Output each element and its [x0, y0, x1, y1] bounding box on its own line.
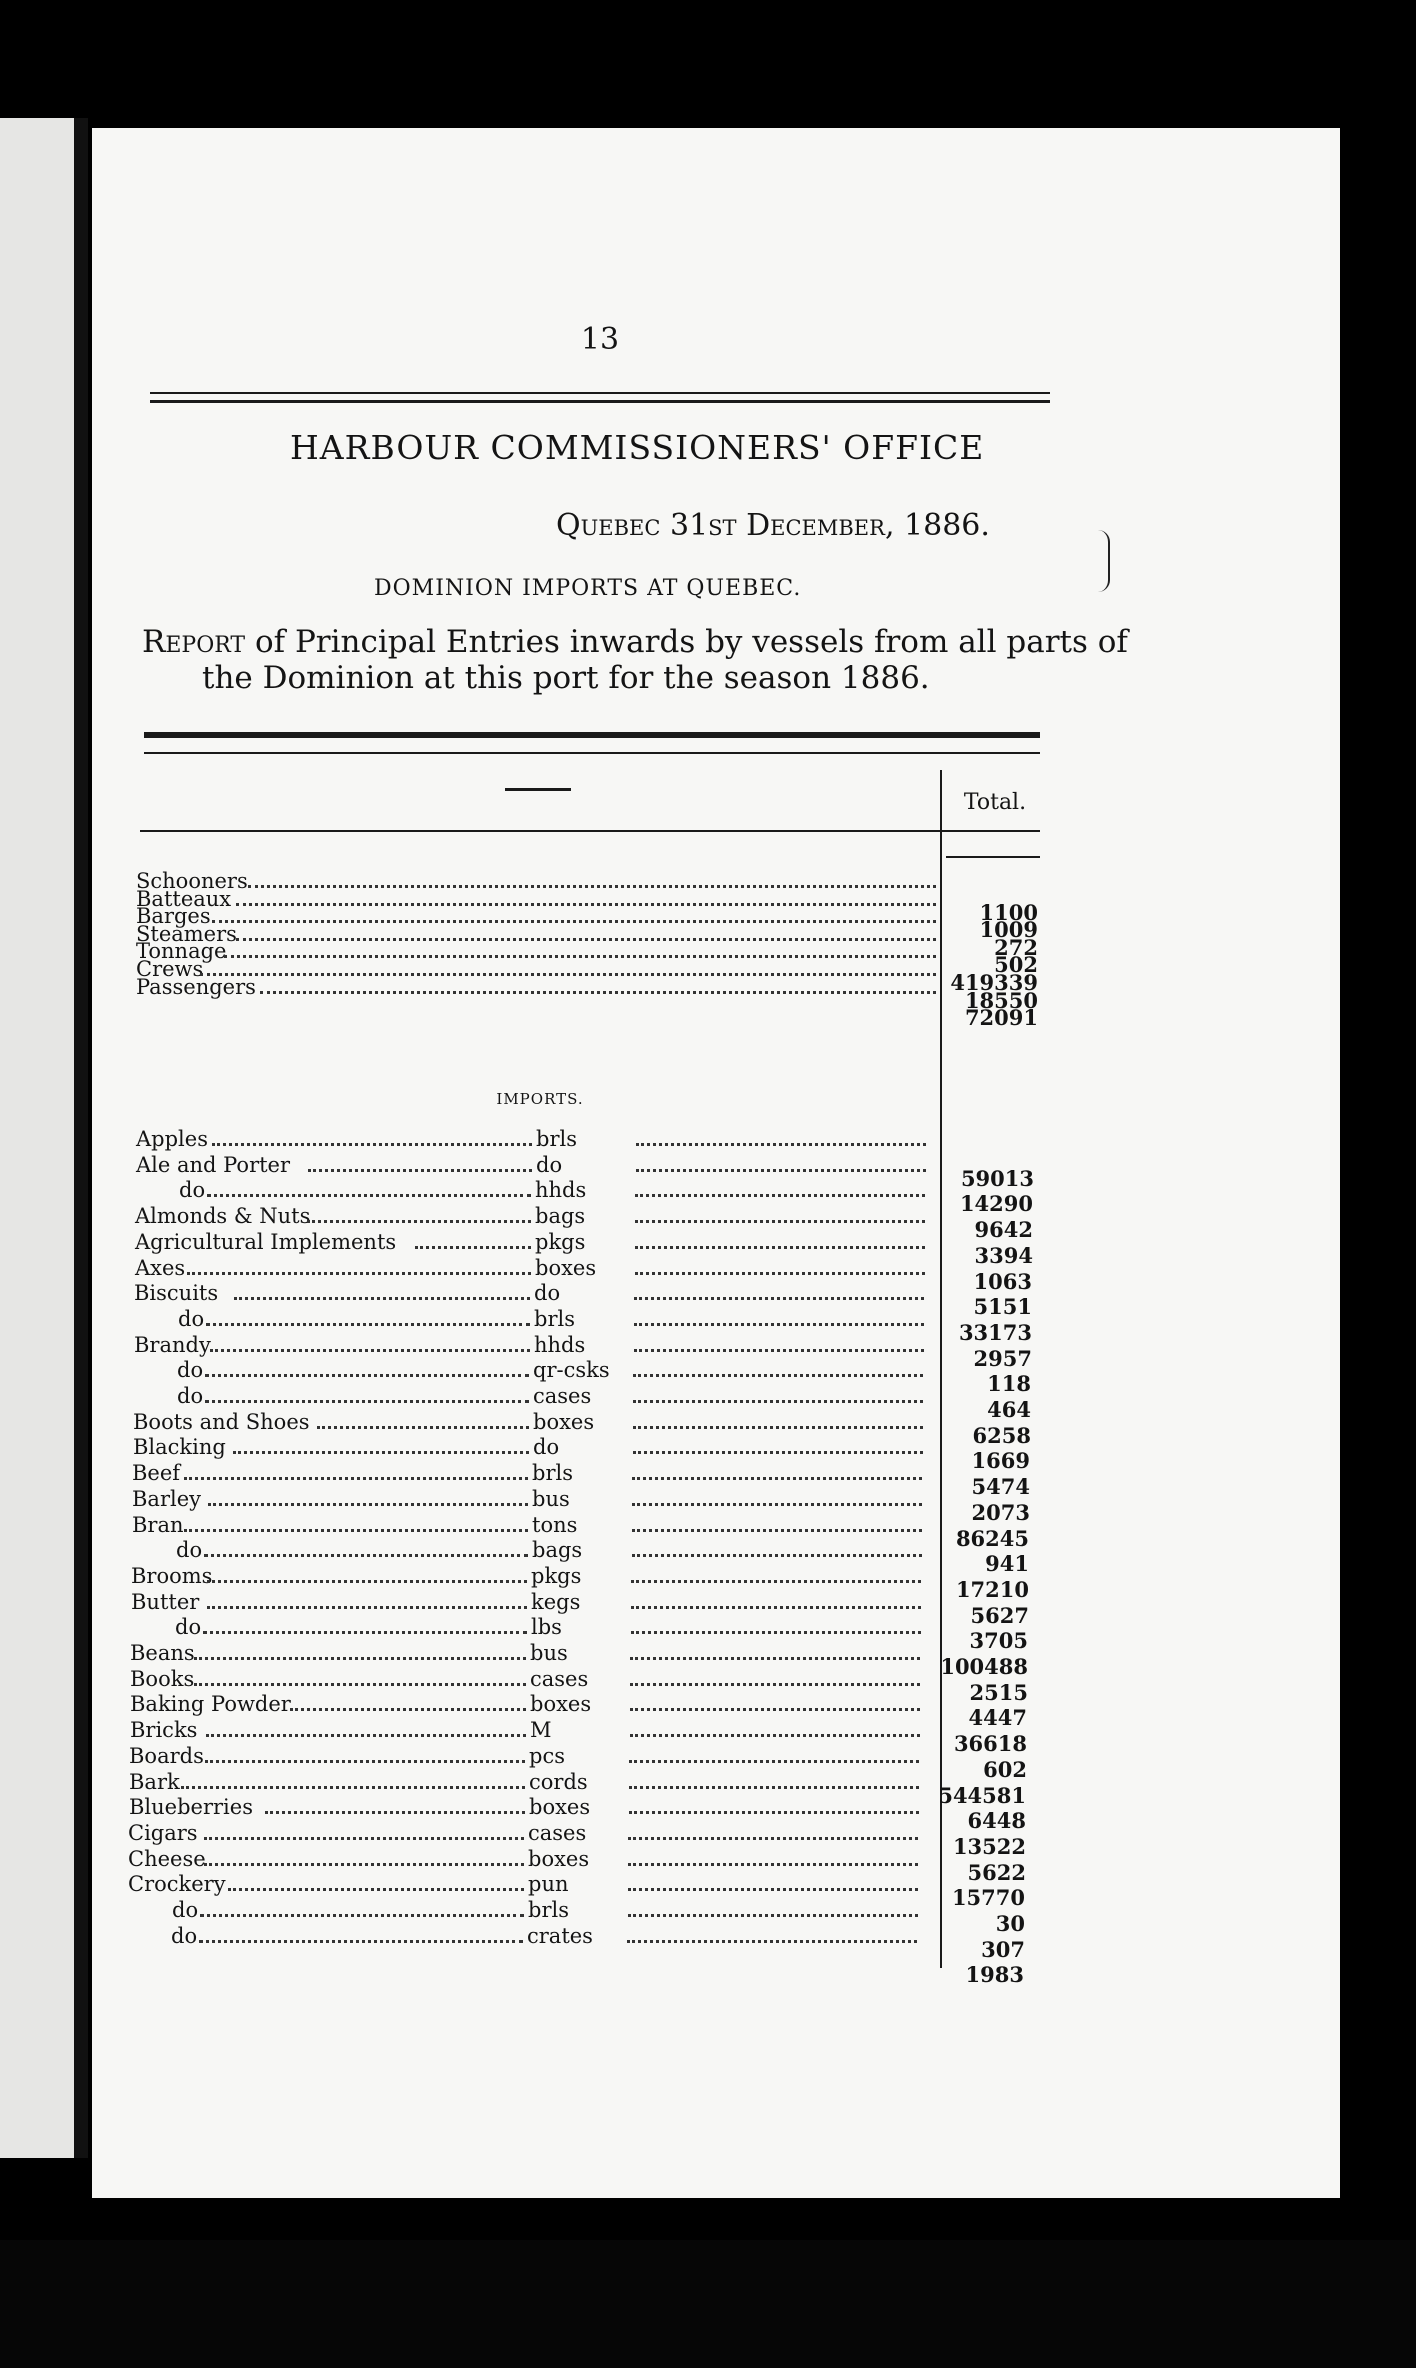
import-unit: bus: [532, 1486, 570, 1511]
import-total: 2073: [971, 1499, 1030, 1525]
report-line-2: the Dominion at this port for the season 1886.: [202, 660, 930, 696]
scan-border: [0, 2240, 1416, 2368]
import-row: [132, 1486, 932, 1512]
vessel-name: Batteaux: [136, 886, 232, 911]
import-row: [133, 1383, 933, 1409]
import-name: Bark: [129, 1769, 180, 1794]
leader-dots: [628, 1863, 918, 1866]
leader-dots: [631, 1580, 921, 1583]
import-name: Beans: [130, 1641, 195, 1665]
import-name: do: [177, 1358, 204, 1383]
leader-dots: [206, 1734, 526, 1737]
leader-dots: [633, 1451, 923, 1454]
import-total: 3394: [974, 1242, 1033, 1268]
leader-dots: [635, 1220, 925, 1223]
vessel-row: [136, 974, 936, 1000]
leader-dots: [632, 1554, 922, 1557]
import-unit: M: [530, 1718, 552, 1743]
leader-dots: [208, 1503, 528, 1506]
leader-dots: [199, 1940, 523, 1943]
vessel-name: Tonnage: [136, 939, 227, 964]
import-total: 544581: [938, 1782, 1026, 1808]
import-unit: pcs: [529, 1743, 565, 1768]
leader-dots: [630, 1734, 920, 1737]
import-row: [134, 1332, 934, 1358]
import-unit: tons: [532, 1512, 578, 1537]
leader-dots: [308, 1169, 532, 1172]
leader-dots: [206, 1323, 530, 1326]
header-bottom-rule: [140, 830, 1040, 832]
import-total: 5622: [967, 1859, 1026, 1885]
import-total: 464: [987, 1397, 1031, 1422]
leader-dots: [317, 1426, 529, 1429]
leader-dots: [631, 1606, 921, 1609]
binding-shadow: [74, 118, 88, 2158]
import-row: [130, 1717, 930, 1743]
leader-dots: [635, 1272, 925, 1275]
import-total: 3705: [969, 1628, 1028, 1654]
import-unit: boxes: [530, 1692, 592, 1717]
import-total: 36618: [953, 1731, 1027, 1757]
import-row: [130, 1666, 930, 1692]
leader-dots: [629, 1786, 919, 1789]
leader-dots: [187, 1272, 531, 1275]
import-name: Bricks: [130, 1718, 198, 1743]
leader-dots: [184, 1529, 528, 1532]
import-total: 6258: [972, 1422, 1031, 1448]
import-name: Ale and Porter: [136, 1152, 291, 1177]
import-total: 9642: [974, 1217, 1033, 1243]
import-unit: kegs: [531, 1589, 581, 1614]
leader-dots: [632, 1477, 922, 1480]
import-unit: pkgs: [531, 1563, 582, 1588]
import-unit: lbs: [531, 1615, 562, 1640]
report-intro: [142, 624, 1128, 696]
imports-heading: IMPORTS.: [496, 1090, 584, 1108]
import-row: [132, 1460, 932, 1486]
leader-dots: [307, 1220, 531, 1223]
import-name: Books: [130, 1666, 195, 1691]
vessel-total: 1009: [979, 917, 1038, 943]
header-dash: [505, 788, 571, 791]
import-total: 5474: [971, 1474, 1030, 1500]
import-name: Blueberries: [129, 1795, 253, 1820]
import-name: Barley: [132, 1486, 201, 1511]
import-unit: cords: [529, 1769, 588, 1794]
vessel-total: 18550: [964, 987, 1038, 1013]
import-total: 86245: [955, 1525, 1029, 1551]
leader-dots: [194, 1657, 526, 1660]
import-total: 1063: [973, 1268, 1032, 1294]
total-header-rule: [946, 856, 1040, 858]
import-name: Bran: [132, 1512, 184, 1537]
import-row: [136, 1126, 936, 1152]
import-row: [128, 1846, 928, 1872]
leader-dots: [207, 1606, 527, 1609]
leader-dots: [200, 1914, 524, 1917]
leader-dots: [205, 1400, 529, 1403]
import-row: [127, 1923, 927, 1949]
import-name: Apples: [136, 1127, 208, 1151]
leader-dots: [632, 1529, 922, 1532]
import-name: do: [177, 1384, 204, 1408]
import-name: Cigars: [128, 1820, 198, 1845]
import-name: do: [176, 1538, 203, 1563]
import-total: 602: [983, 1756, 1027, 1782]
import-total: 100488: [940, 1654, 1028, 1679]
import-name: Butter: [131, 1589, 200, 1614]
margin-mark: [1098, 530, 1110, 592]
import-unit: qr-csks: [533, 1358, 610, 1383]
import-row: [131, 1563, 931, 1589]
import-name: Cheese: [128, 1846, 206, 1871]
leader-dots: [627, 1940, 917, 1943]
import-row: [135, 1203, 935, 1229]
vessel-name: Passengers: [136, 974, 256, 999]
leader-dots: [630, 1683, 920, 1686]
leader-dots: [181, 1786, 525, 1789]
import-total: 5151: [973, 1294, 1032, 1320]
vessel-total: 419339: [950, 970, 1038, 995]
import-total: 14290: [959, 1191, 1033, 1217]
import-total: 6448: [967, 1808, 1026, 1834]
import-row: [129, 1794, 929, 1820]
leader-dots: [631, 1631, 921, 1634]
leader-dots: [633, 1426, 923, 1429]
import-unit: pkgs: [535, 1229, 586, 1254]
import-unit: brls: [528, 1898, 569, 1922]
total-column-header: Total.: [963, 790, 1027, 815]
report-text-1: of Principal Entries inwards by vessels from all parts of: [254, 624, 1128, 660]
leader-dots: [184, 1477, 528, 1480]
vessel-total: 1100: [979, 899, 1038, 925]
leader-dots: [204, 1863, 524, 1866]
leader-dots: [628, 1837, 918, 1840]
leader-dots: [233, 1451, 529, 1454]
import-total: 118: [987, 1371, 1031, 1397]
import-total: 2515: [969, 1679, 1028, 1705]
top-rule: [150, 400, 1050, 403]
leader-dots: [260, 991, 936, 994]
leader-dots: [234, 1297, 530, 1300]
leader-dots: [633, 1374, 923, 1377]
import-row: [129, 1743, 929, 1769]
leader-dots: [204, 1554, 528, 1557]
import-name: do: [179, 1178, 206, 1203]
table-top-rule-thin: [144, 752, 1040, 754]
import-total: 1669: [971, 1448, 1030, 1474]
import-unit: do: [533, 1435, 560, 1460]
import-row: [132, 1512, 932, 1538]
import-row: [131, 1614, 931, 1640]
import-row: [129, 1769, 929, 1795]
import-unit: boxes: [528, 1846, 590, 1871]
table-top-rule-thick: [144, 732, 1040, 738]
leader-dots: [228, 1888, 524, 1891]
import-total: 1983: [965, 1962, 1024, 1988]
import-total: 941: [985, 1551, 1029, 1577]
leader-dots: [635, 1194, 925, 1197]
import-name: Boots and Shoes: [133, 1409, 310, 1434]
vessel-name: Barges: [136, 904, 211, 929]
leader-dots: [265, 1811, 525, 1814]
vessel-name: Schooners: [136, 869, 248, 893]
import-unit: cases: [528, 1820, 587, 1845]
import-row: [134, 1280, 934, 1306]
vessel-name: Steamers: [136, 921, 237, 946]
import-unit: brls: [532, 1461, 573, 1486]
import-name: Brooms: [131, 1563, 213, 1588]
import-row: [130, 1640, 930, 1666]
import-name: Brandy: [134, 1332, 211, 1357]
import-name: do: [171, 1923, 198, 1948]
leader-dots: [290, 1708, 526, 1711]
import-unit: brls: [534, 1306, 575, 1331]
import-row: [131, 1589, 931, 1615]
top-rule-thin: [150, 392, 1050, 394]
vessel-name: Crews: [136, 957, 204, 981]
import-name: Axes: [135, 1255, 186, 1280]
report-line-1: [142, 624, 1128, 660]
leader-dots: [636, 1169, 926, 1172]
leader-dots: [633, 1400, 923, 1403]
import-unit: crates: [527, 1923, 593, 1948]
import-name: Blacking: [133, 1435, 226, 1460]
import-name: Baking Powder: [130, 1692, 291, 1717]
leader-dots: [634, 1349, 924, 1352]
import-row: [133, 1357, 933, 1383]
import-row: [136, 1152, 936, 1178]
import-name: Biscuits: [134, 1281, 219, 1306]
import-unit: hhds: [535, 1178, 587, 1203]
import-name: Beef: [132, 1461, 181, 1486]
leader-dots: [630, 1657, 920, 1660]
leader-dots: [628, 1914, 918, 1917]
office-title: HARBOUR COMMISSIONERS' OFFICE: [290, 428, 985, 467]
leader-dots: [415, 1246, 531, 1249]
import-unit: boxes: [533, 1409, 595, 1434]
import-row: [130, 1691, 930, 1717]
page-number: 13: [580, 322, 620, 357]
leader-dots: [629, 1811, 919, 1814]
import-unit: cases: [533, 1384, 592, 1408]
leader-dots: [634, 1297, 924, 1300]
import-name: Crockery: [128, 1872, 226, 1897]
report-lead-word: Report: [142, 624, 246, 660]
leader-dots: [634, 1323, 924, 1326]
import-total: 5627: [970, 1602, 1029, 1628]
import-total: 17210: [955, 1576, 1029, 1602]
import-unit: cases: [530, 1666, 589, 1691]
import-name: do: [172, 1898, 199, 1922]
import-unit: pun: [528, 1872, 569, 1897]
import-row: [128, 1820, 928, 1846]
import-name: Boards: [129, 1743, 204, 1768]
import-total: 2957: [973, 1345, 1032, 1371]
import-total: 33173: [958, 1319, 1032, 1345]
import-unit: boxes: [535, 1255, 597, 1280]
leader-dots: [628, 1888, 918, 1891]
import-total: 59013: [960, 1165, 1034, 1191]
import-name: Agricultural Implements: [135, 1229, 397, 1254]
section-subheading: DOMINION IMPORTS AT QUEBEC.: [374, 576, 802, 601]
import-row: [135, 1229, 935, 1255]
leader-dots: [203, 1631, 527, 1634]
leader-dots: [212, 1143, 532, 1146]
import-name: do: [178, 1306, 205, 1331]
import-row: [133, 1434, 933, 1460]
import-total: 307: [981, 1936, 1025, 1962]
import-unit: boxes: [529, 1795, 591, 1820]
import-row: [128, 1897, 928, 1923]
import-total: 30: [995, 1911, 1025, 1936]
leader-dots: [630, 1708, 920, 1711]
leader-dots: [205, 1760, 525, 1763]
import-total: 4447: [968, 1705, 1027, 1731]
import-row: [134, 1306, 934, 1332]
leader-dots: [207, 1580, 527, 1583]
vessel-total: 272: [994, 934, 1038, 960]
import-unit: brls: [536, 1127, 577, 1151]
import-row: [135, 1177, 935, 1203]
leader-dots: [205, 1374, 529, 1377]
adjacent-page-edge: [0, 118, 74, 2158]
import-total: 15770: [951, 1885, 1025, 1911]
leader-dots: [636, 1143, 926, 1146]
import-name: Almonds & Nuts: [135, 1204, 311, 1229]
leader-dots: [635, 1246, 925, 1249]
import-row: [132, 1537, 932, 1563]
import-unit: bags: [532, 1538, 583, 1563]
dateline: Quebec 31st December, 1886.: [556, 508, 990, 543]
import-unit: bags: [535, 1204, 586, 1229]
leader-dots: [207, 1194, 531, 1197]
leader-dots: [204, 1837, 524, 1840]
leader-dots: [632, 1503, 922, 1506]
import-unit: bus: [530, 1641, 568, 1665]
leader-dots: [194, 1683, 526, 1686]
vessel-total: 502: [994, 952, 1038, 978]
import-unit: do: [536, 1152, 563, 1177]
import-unit: do: [534, 1281, 561, 1306]
leader-dots: [210, 1349, 530, 1352]
vessel-total: 72091: [964, 1005, 1038, 1031]
import-name: do: [175, 1615, 202, 1640]
import-total: 13522: [952, 1833, 1026, 1859]
import-row: [128, 1871, 928, 1897]
import-row: [135, 1255, 935, 1281]
import-row: [133, 1409, 933, 1435]
import-unit: hhds: [534, 1332, 586, 1357]
leader-dots: [629, 1760, 919, 1763]
